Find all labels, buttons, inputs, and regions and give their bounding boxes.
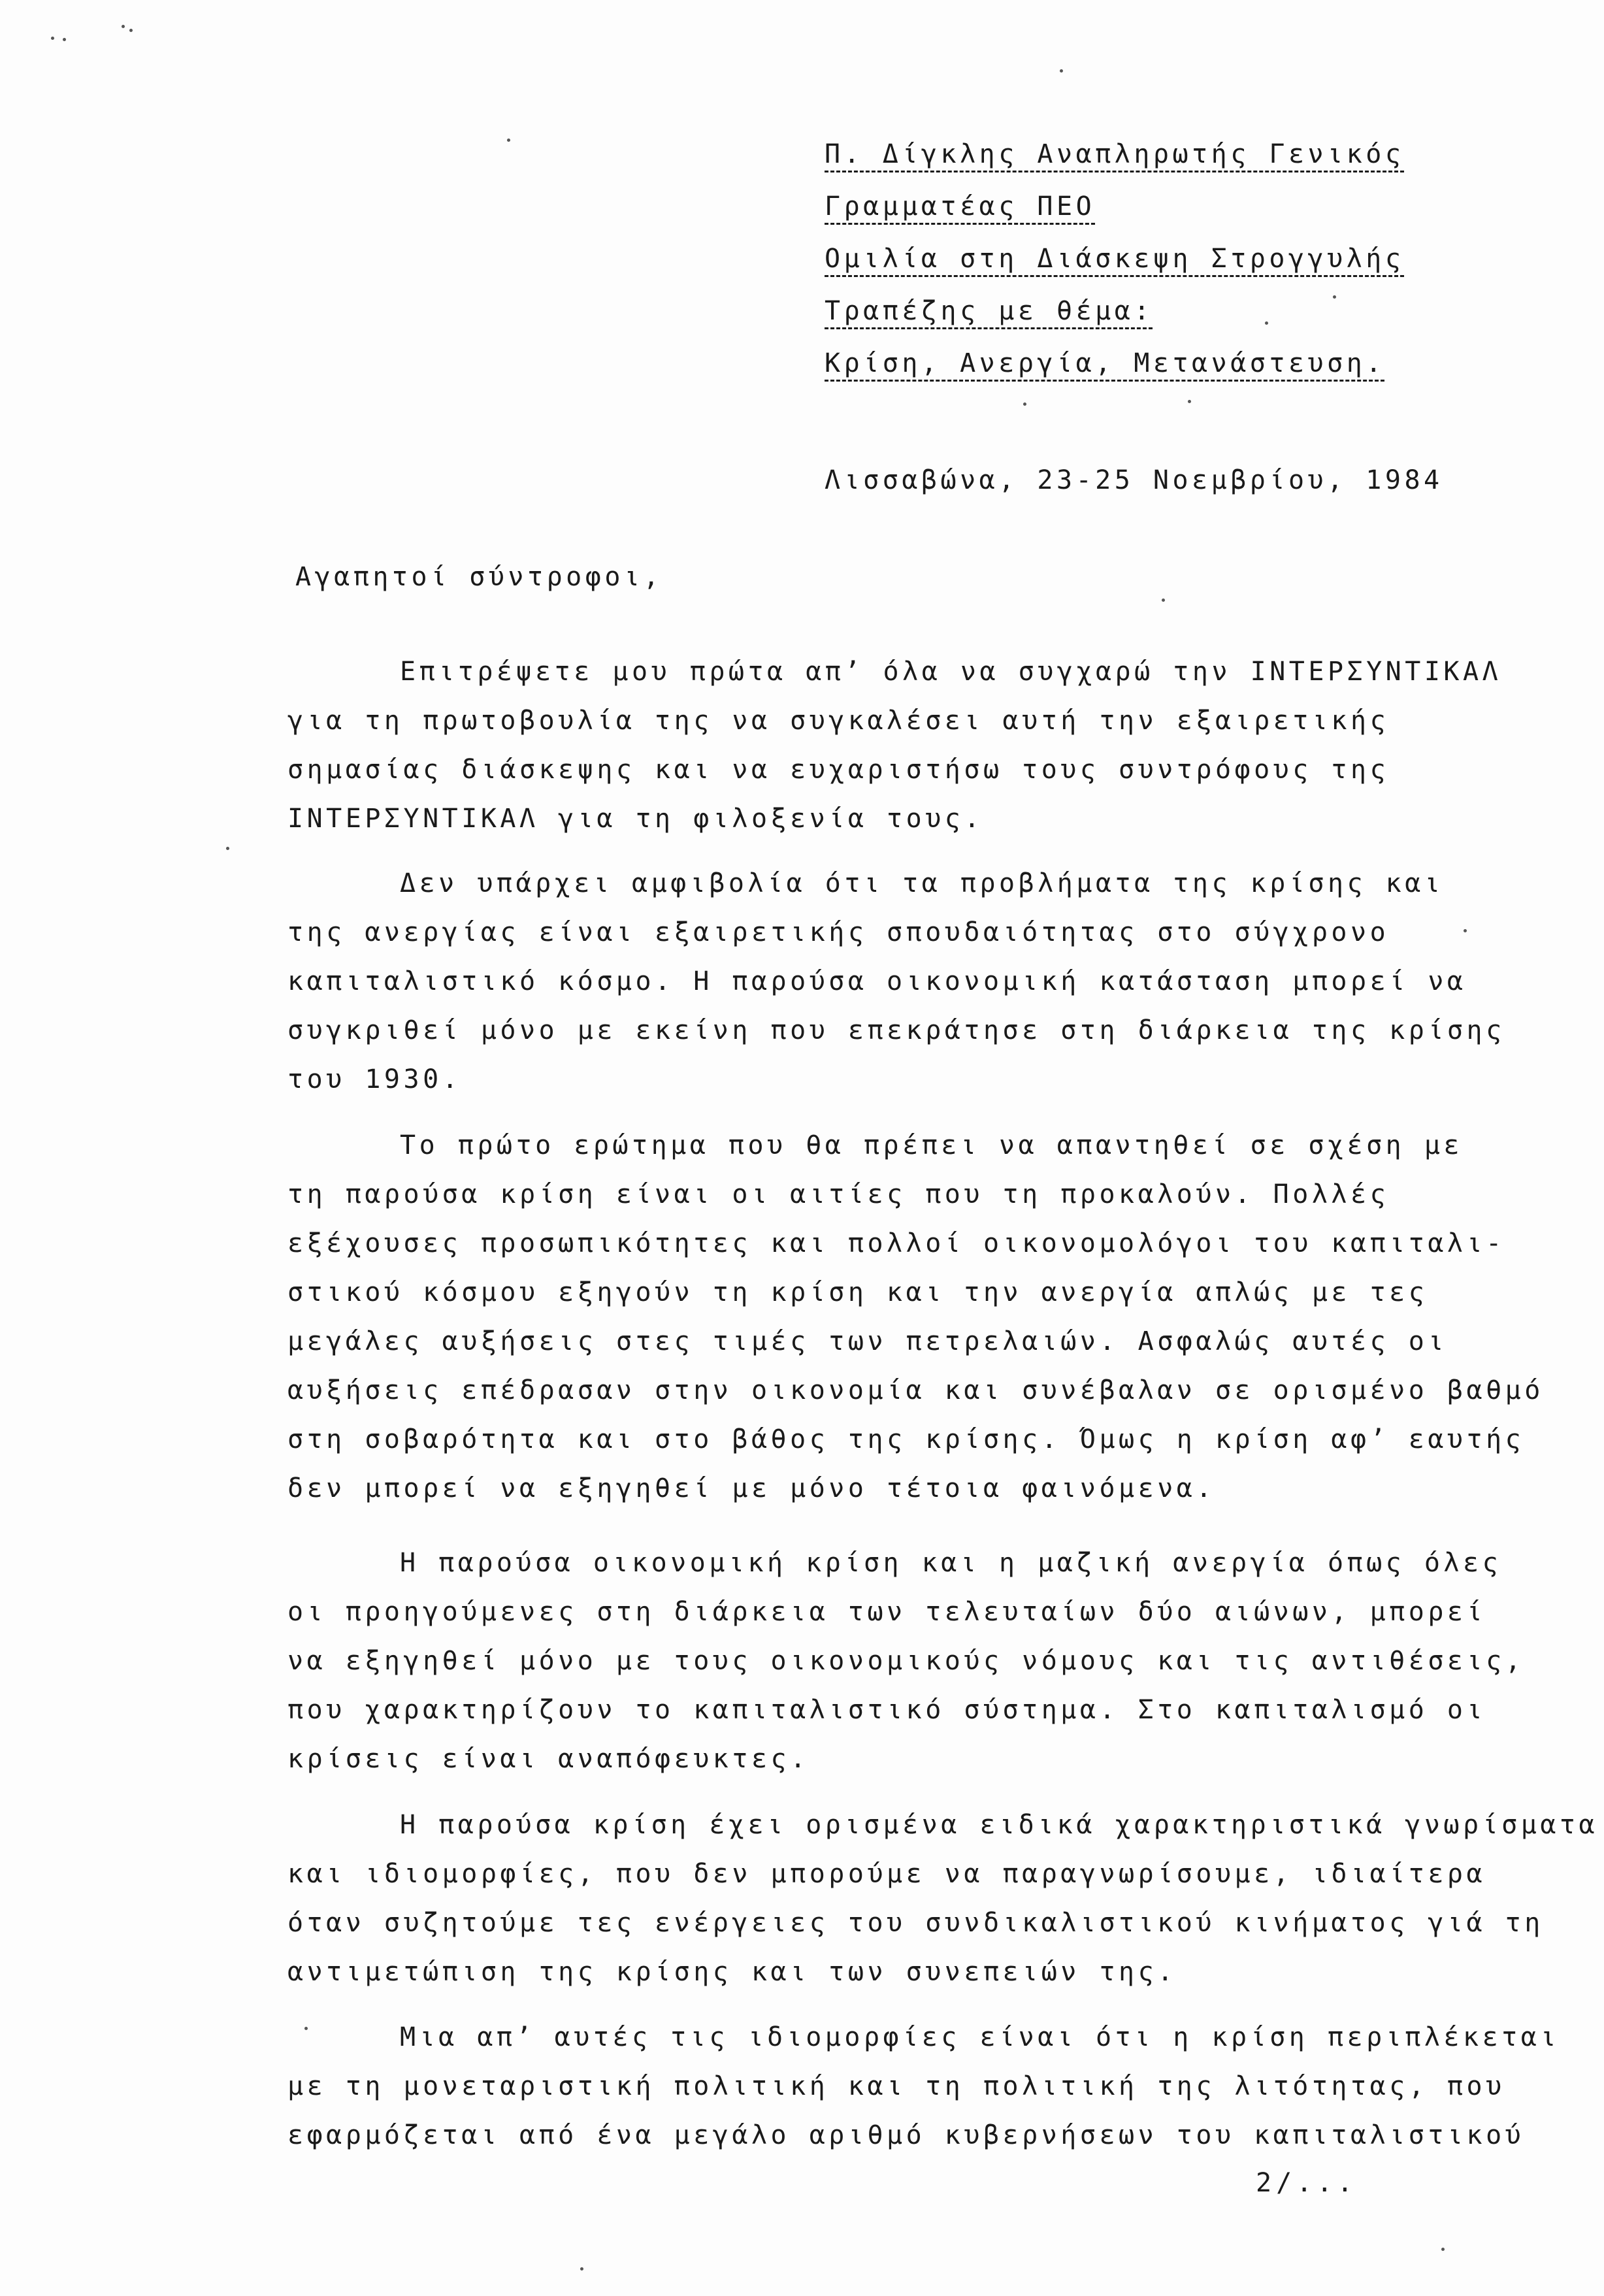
scan-speck <box>122 25 125 28</box>
paragraph-line: όταν συζητούμε τες ενέργειες του συνδικαλιστικού κινήματος γιά τη <box>287 1908 1544 1938</box>
paragraph-line: εφαρμόζεται από ένα μεγάλο αριθμό κυβερνήσεων του καπιταλιστικού <box>287 2120 1525 2150</box>
paragraph-line: ΙΝΤΕΡΣΥΝΤΙΚΑΛ για τη φιλοξενία τους. <box>287 804 983 834</box>
header-line-theme-label: Τραπέζης με θέμα: <box>825 296 1153 326</box>
paragraph-line: Η παρούσα κρίση έχει ορισμένα ειδικά χαρακτηριστικά γνωρίσματα <box>400 1810 1599 1840</box>
header-line-title: Γραμματέας ΠΕΟ <box>825 191 1096 221</box>
paragraph-line: εξέχουσες προσωπικότητες και πολλοί οικονομολόγοι του καπιταλι- <box>287 1228 1505 1258</box>
paragraph-line: οι προηγούμενες στη διάρκεια των τελευταίων δύο αιώνων, μπορεί <box>287 1597 1486 1627</box>
header-line-speaker: Π. Δίγκλης Αναπληρωτής Γενικός <box>825 139 1405 169</box>
scan-speck <box>507 139 510 142</box>
scan-speck <box>129 29 133 32</box>
paragraph-line: συγκριθεί μόνο με εκείνη που επεκράτησε στη διάρκεια της κρίσης <box>287 1015 1505 1045</box>
paragraph-line: δεν μπορεί να εξηγηθεί με μόνο τέτοια φαινόμενα. <box>287 1473 1215 1503</box>
scan-speck <box>51 37 54 40</box>
paragraph <box>287 1801 1599 1997</box>
paragraph-line: και ιδιομορφίες, που δεν μπορούμε να παραγνωρίσουμε, ιδιαίτερα <box>287 1859 1486 1889</box>
scan-speck <box>226 847 229 850</box>
paragraph-line: αυξήσεις επέδρασαν στην οικονομία και συνέβαλαν σε ορισμένο βαθμό <box>287 1375 1544 1405</box>
paragraph-line: να εξηγηθεί μόνο με τους οικονομικούς νόμους και τις αντιθέσεις, <box>287 1646 1525 1676</box>
scan-speck <box>580 2267 583 2271</box>
paragraph-line: καπιταλιστικό κόσμο. Η παρούσα οικονομική κατάσταση μπορεί να <box>287 966 1467 996</box>
paragraph-line: μεγάλες αυξήσεις στες τιμές των πετρελαιών. Ασφαλώς αυτές οι <box>287 1326 1447 1356</box>
scan-speck <box>1162 599 1165 602</box>
scan-speck <box>1023 402 1026 406</box>
paragraph-line: Δεν υπάρχει αμφιβολία ότι τα προβλήματα της κρίσης και <box>400 868 1444 898</box>
paragraph-line: στικού κόσμου εξηγούν τη κρίση και την ανεργία απλώς με τες <box>287 1277 1428 1307</box>
paragraph-line: αντιμετώπιση της κρίσης και των συνεπειών της. <box>287 1957 1177 1987</box>
paragraph-line: για τη πρωτοβουλία της να συγκαλέσει αυτή την εξαιρετικής <box>287 706 1390 736</box>
scan-speck <box>1188 400 1191 403</box>
paragraph-line: κρίσεις είναι αναπόφευκτες. <box>287 1744 810 1774</box>
paragraph-line: με τη μονεταριστική πολιτική και τη πολιτική της λιτότητας, που <box>287 2071 1505 2101</box>
scan-speck <box>1060 69 1063 73</box>
paragraph <box>287 859 1588 1104</box>
paragraph <box>287 1121 1588 1513</box>
dateline: Λισσαβώνα, 23-25 Νοεμβρίου, 1984 <box>825 465 1443 495</box>
paragraph-line: Επιτρέψετε μου πρώτα απ’ όλα να συγχαρώ την ΙΝΤΕΡΣΥΝΤΙΚΑΛ <box>400 657 1502 687</box>
paragraph-line: που χαρακτηρίζουν το καπιταλιστικό σύστημα. Στο καπιταλισμό οι <box>287 1695 1486 1725</box>
paragraph-line: στη σοβαρότητα και στο βάθος της κρίσης. Όμως η κρίση αφ’ εαυτής <box>287 1424 1525 1454</box>
paragraph-line: του 1930. <box>287 1064 462 1094</box>
speech-header <box>825 128 1478 389</box>
paragraph-line: της ανεργίας είναι εξαιρετικής σπουδαιότητας στο σύγχρονο <box>287 917 1390 947</box>
paragraph-line: Το πρώτο ερώτημα που θα πρέπει να απαντηθεί σε σχέση με <box>400 1130 1464 1160</box>
salutation: Αγαπητοί σύντροφοι, <box>295 562 663 592</box>
paragraph-line: τη παρούσα κρίση είναι οι αιτίες που τη προκαλούν. Πολλές <box>287 1179 1390 1209</box>
scan-speck <box>63 38 66 41</box>
header-line-event: Ομιλία στη Διάσκεψη Στρογγυλής <box>825 244 1405 274</box>
paragraph <box>287 1539 1588 1784</box>
paragraph-line: Η παρούσα οικονομική κρίση και η μαζική ανεργία όπως όλες <box>400 1548 1502 1578</box>
page-number: 2/... <box>1256 2168 1358 2198</box>
paragraph-line: Μια απ’ αυτές τις ιδιομορφίες είναι ότι η κρίση περιπλέκεται <box>400 2022 1560 2052</box>
paragraph-line: σημασίας διάσκεψης και να ευχαριστήσω τους συντρόφους της <box>287 755 1390 785</box>
scan-speck <box>1441 2248 1445 2251</box>
paragraph <box>287 648 1588 844</box>
header-line-theme: Κρίση, Ανεργία, Μετανάστευση. <box>825 348 1385 378</box>
paragraph <box>287 2013 1588 2160</box>
